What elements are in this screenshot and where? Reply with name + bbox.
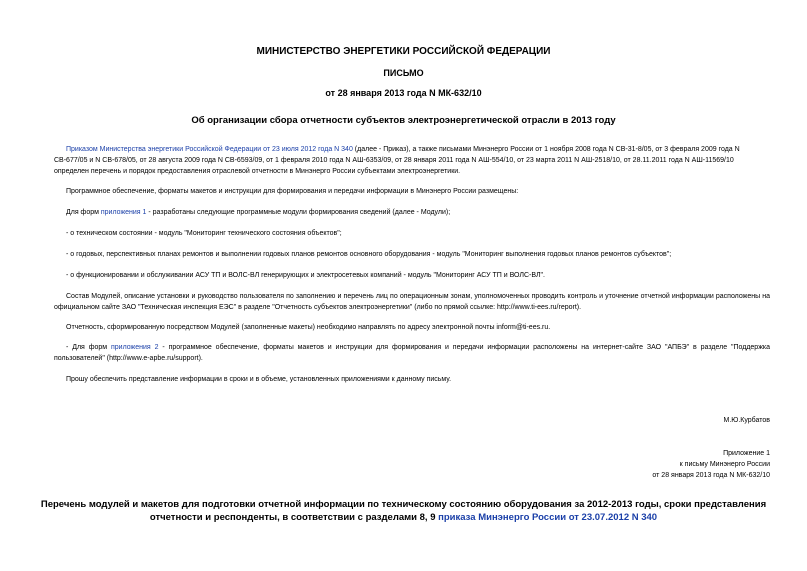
subject-heading: Об организации сбора отчетности субъектов электроэнергетической отрасли в 2013 году bbox=[191, 115, 616, 126]
doc-type-heading: ПИСЬМО bbox=[383, 68, 424, 78]
appendix-1-link[interactable]: приложения 1 bbox=[100, 209, 147, 216]
appendix-2-link[interactable]: приложения 2 bbox=[110, 344, 159, 351]
signature: М.Ю.Курбатов bbox=[723, 417, 770, 424]
appendix-line-2: к письму Минэнерго России bbox=[679, 461, 770, 468]
appendix-title bbox=[40, 498, 767, 524]
paragraph-6: - о функционировании и обслуживании АСУ ТП и ВОЛС-ВЛ генерирующих и электросетевых компаний - модуль "Мониторинг АСУ ТП и ВОЛС-ВЛ". bbox=[66, 272, 545, 279]
paragraph-10: Прошу обеспечить представление информации в сроки и в объеме, установленных приложениями к данному письму. bbox=[66, 376, 452, 383]
paragraph-5: - о годовых, перспективных планах ремонтов и выполнении годовых планов ремонтов основного оборудования - модуль "Мониторинг выполнения годовых планов ремонтов субъектов"; bbox=[66, 251, 672, 258]
order-link[interactable]: приказа Минэнерго России от 23.07.2012 N 340 bbox=[438, 512, 658, 523]
paragraph-1 bbox=[54, 144, 770, 177]
paragraph-9-post: - программное обеспечение, форматы макетов и инструкции для формирования и передачи информации расположены на интернет-сайте ЗАО "АПБЭ" в разделе "Поддержка пользователей" (http://www.e-apbe.ru/support). bbox=[54, 344, 770, 362]
appendix-line-1: Приложение 1 bbox=[723, 450, 770, 457]
ministry-heading: МИНИСТЕРСТВО ЭНЕРГЕТИКИ РОССИЙСКОЙ ФЕДЕРАЦИИ bbox=[256, 46, 551, 57]
appendix-line-3: от 28 января 2013 года N МК-632/10 bbox=[652, 472, 770, 479]
paragraph-7: Состав Модулей, описание установки и руководство пользователя по заполнению и перечень лиц по операционным зонам, уполномоченных проводить контроль и уточнение отчетной информации расположены на официальном сайте ЗАО "Техническая инспекция ЕЭС" в разделе "Отчетность субъектов электроэнергетики" (либо по прямой ссылке: http://www.ti-ees.ru/report). bbox=[54, 293, 770, 311]
paragraph-3-post: - разработаны следующие программные модули формирования сведений (далее - Модули); bbox=[146, 209, 451, 216]
paragraph-1-text: (далее - Приказ), а также письмами Минэнерго России от 1 ноября 2008 года N СВ-31-8/05, от 3 февраля 2009 года N СВ-677/05 и N СВ-678/05, от 28 августа 2009 года N СВ-6593/09, от 1 февраля 2010 года N АШ-6353/09, от 28 января 2011 года N АШ-554/10, от 23 марта 2011 N АШ-2518/10, от 28.11.2011 года N АШ-11569/10 определен перечень и порядок предоставления отраслевой отчетности в Минэнерго России субъектами электроэнергетики. bbox=[54, 146, 740, 175]
paragraph-9 bbox=[54, 342, 770, 364]
paragraph-3 bbox=[54, 207, 770, 218]
paragraph-9-pre: - Для форм bbox=[66, 344, 111, 351]
order-340-link[interactable]: Приказом Министерства энергетики Российской Федерации от 23 июля 2012 года N 340 bbox=[66, 146, 353, 153]
paragraph-2: Программное обеспечение, форматы макетов и инструкции для формирования и передачи информации в Минэнерго России размещены: bbox=[66, 188, 519, 195]
paragraph-3-pre: Для форм bbox=[66, 209, 101, 216]
paragraph-4: - о техническом состоянии - модуль "Мониторинг технического состояния объектов"; bbox=[66, 230, 342, 237]
paragraph-8: Отчетность, сформированную посредством Модулей (заполненные макеты) необходимо направлять по адресу электронной почты inform@ti-ees.ru. bbox=[66, 324, 551, 331]
date-line: от 28 января 2013 года N МК-632/10 bbox=[325, 88, 482, 98]
appendix-title-text: Перечень модулей и макетов для подготовки отчетной информации по техническому состоянию оборудования за 2012-2013 годы, сроки представления отчетности и респонденты, в соответствии с разделами 8, 9 bbox=[40, 499, 767, 523]
